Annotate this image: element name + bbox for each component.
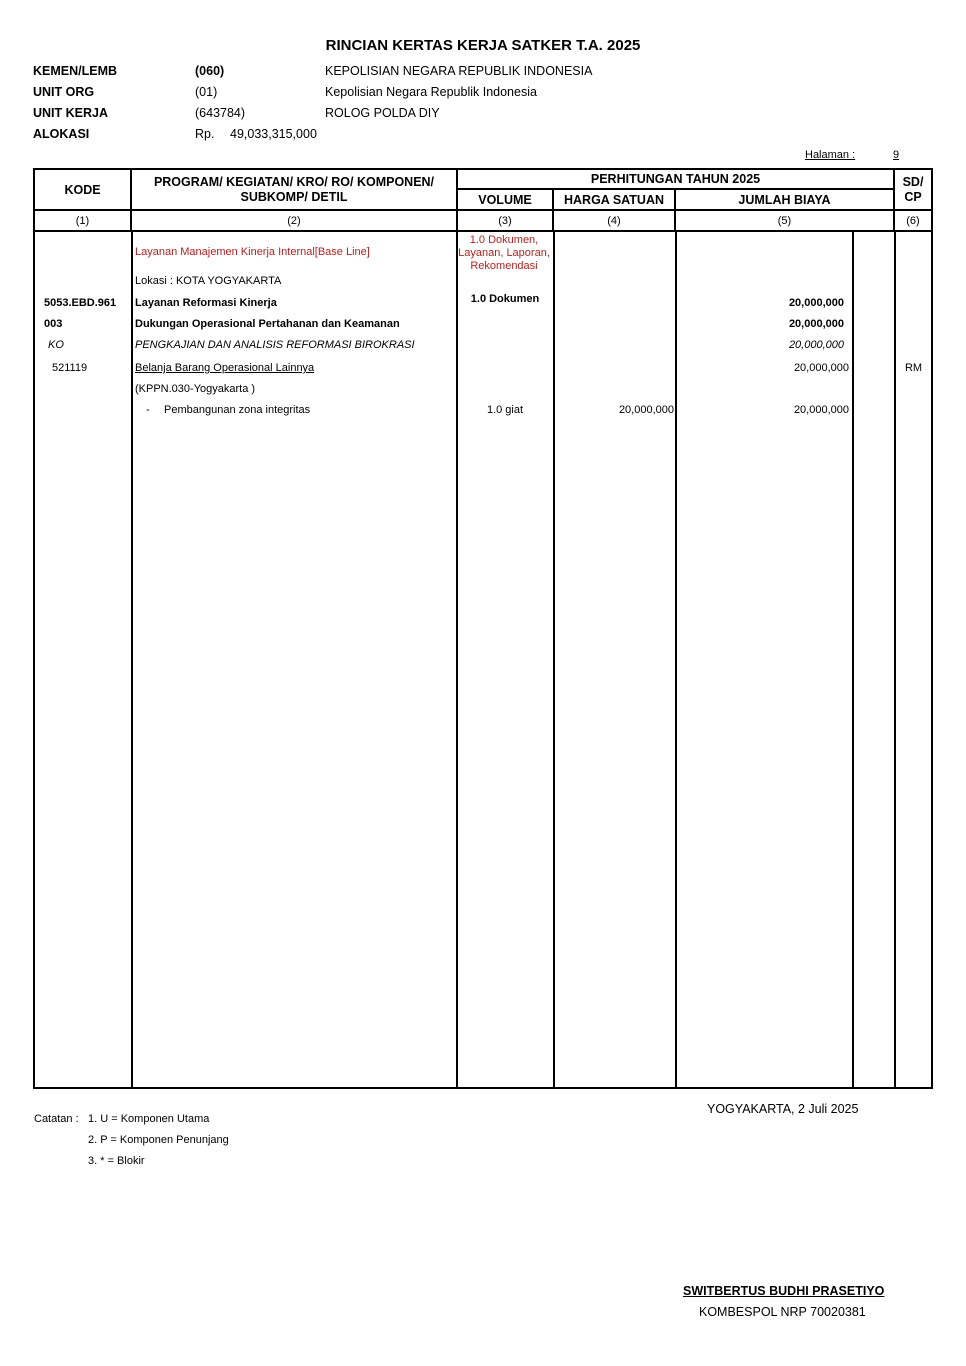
row-kode: 5053.EBD.961 bbox=[44, 297, 117, 309]
header-label-alokasi: ALOKASI bbox=[33, 127, 90, 141]
colnum-6: (6) bbox=[906, 215, 920, 227]
row-kode: KO bbox=[48, 339, 64, 351]
header-code-unit-org: (01) bbox=[195, 85, 218, 99]
header-volume: VOLUME bbox=[478, 193, 532, 207]
header-code-alokasi: Rp. bbox=[195, 127, 215, 141]
row-jumlah: 20,000,000 bbox=[788, 339, 844, 351]
row-sdcp: RM bbox=[904, 362, 923, 374]
row-uraian: Lokasi : KOTA YOGYAKARTA bbox=[135, 275, 282, 287]
header-label-unit-kerja: UNIT KERJA bbox=[33, 106, 109, 120]
page-number: 9 bbox=[893, 149, 900, 161]
colnum-5: (5) bbox=[777, 215, 792, 227]
row-jumlah: 20,000,000 bbox=[788, 318, 844, 330]
row-kode: 003 bbox=[44, 318, 63, 330]
row-uraian: PENGKAJIAN DAN ANALISIS REFORMASI BIROKRASI bbox=[135, 339, 415, 351]
header-label-kemen: KEMEN/LEMB bbox=[33, 64, 118, 78]
header-code-unit-kerja: (643784) bbox=[195, 106, 246, 120]
header-harga-satuan: HARGA SATUAN bbox=[564, 193, 664, 207]
row-volume: 1.0 Dokumen bbox=[470, 293, 540, 305]
table-border-colnum-bottom bbox=[33, 230, 933, 232]
row-uraian: Pembangunan zona integritas bbox=[164, 404, 311, 416]
place-date: YOGYAKARTA, 2 Juli 2025 bbox=[707, 1102, 859, 1116]
table-border-left bbox=[33, 168, 35, 1089]
row-jumlah: 20,000,000 bbox=[793, 362, 849, 374]
header-sdcp-line2: CP bbox=[904, 190, 922, 204]
col-divider-1-body bbox=[131, 232, 133, 1088]
header-value-unit-kerja: ROLOG POLDA DIY bbox=[325, 106, 440, 120]
colnum-3: (3) bbox=[498, 215, 512, 227]
header-program: PROGRAM/ KEGIATAN/ KRO/ RO/ KOMPONEN/ bbox=[153, 175, 435, 189]
header-jumlah-biaya: JUMLAH BIAYA bbox=[738, 193, 831, 207]
row-uraian: (KPPN.030-Yogyakarta ) bbox=[135, 383, 256, 395]
col-divider-6-body bbox=[894, 232, 896, 1088]
document-title: RINCIAN KERTAS KERJA SATKER T.A. 2025 bbox=[325, 37, 641, 54]
colnum-4: (4) bbox=[607, 215, 621, 227]
header-code-kemen: (060) bbox=[195, 64, 225, 78]
row-uraian: Layanan Reformasi Kinerja bbox=[135, 297, 277, 309]
note-item: 3. * = Blokir bbox=[88, 1155, 145, 1167]
note-item: 2. P = Komponen Penunjang bbox=[88, 1134, 229, 1146]
header-value-alokasi: 49,033,315,000 bbox=[230, 127, 317, 141]
note-item: 1. U = Komponen Utama bbox=[88, 1113, 210, 1125]
header-perhitungan: PERHITUNGAN TAHUN 2025 bbox=[590, 172, 761, 186]
col-divider-2-body bbox=[456, 232, 458, 1088]
header-label-unit-org: UNIT ORG bbox=[33, 85, 95, 99]
page-label: Halaman : bbox=[805, 149, 856, 161]
header-program-line2: SUBKOMP/ DETIL bbox=[240, 190, 348, 204]
row-jumlah: 20,000,000 bbox=[793, 404, 849, 416]
row-uraian: Layanan Manajemen Kinerja Internal[Base Line] bbox=[135, 246, 370, 258]
table-border-bottom bbox=[33, 1087, 933, 1089]
row-kode: 521119 bbox=[52, 362, 88, 374]
colnum-2: (2) bbox=[287, 215, 301, 227]
row-harga: 20,000,000 bbox=[618, 404, 674, 416]
signer-title: KOMBESPOL NRP 70020381 bbox=[699, 1305, 866, 1319]
row-uraian: Belanja Barang Operasional Lainnya bbox=[135, 362, 315, 374]
header-sdcp: SD/ bbox=[902, 175, 924, 189]
row-volume-line1: 1.0 Dokumen, bbox=[469, 234, 539, 246]
row-volume-line2: Layanan, Laporan, bbox=[458, 247, 550, 259]
row-volume-line3: Rekomendasi bbox=[470, 260, 538, 272]
row-bullet: - bbox=[146, 404, 150, 416]
table-border-top bbox=[33, 168, 933, 170]
col-divider-3-body bbox=[553, 232, 555, 1088]
table-border-header-bottom bbox=[33, 209, 933, 211]
signer-name: SWITBERTUS BUDHI PRASETIYO bbox=[683, 1284, 885, 1298]
colnum-1: (1) bbox=[75, 215, 90, 227]
row-uraian: Dukungan Operasional Pertahanan dan Keamanan bbox=[135, 318, 400, 330]
header-value-kemen: KEPOLISIAN NEGARA REPUBLIK INDONESIA bbox=[325, 64, 593, 78]
header-kode: KODE bbox=[64, 183, 101, 197]
row-volume: 1.0 giat bbox=[486, 404, 524, 416]
notes-label: Catatan : bbox=[34, 1113, 79, 1125]
header-value-unit-org: Kepolisian Negara Republik Indonesia bbox=[325, 85, 537, 99]
col-divider-4-body bbox=[675, 232, 677, 1088]
row-jumlah: 20,000,000 bbox=[788, 297, 844, 309]
table-border-right bbox=[931, 168, 933, 1089]
col-divider-5-body bbox=[852, 232, 854, 1088]
